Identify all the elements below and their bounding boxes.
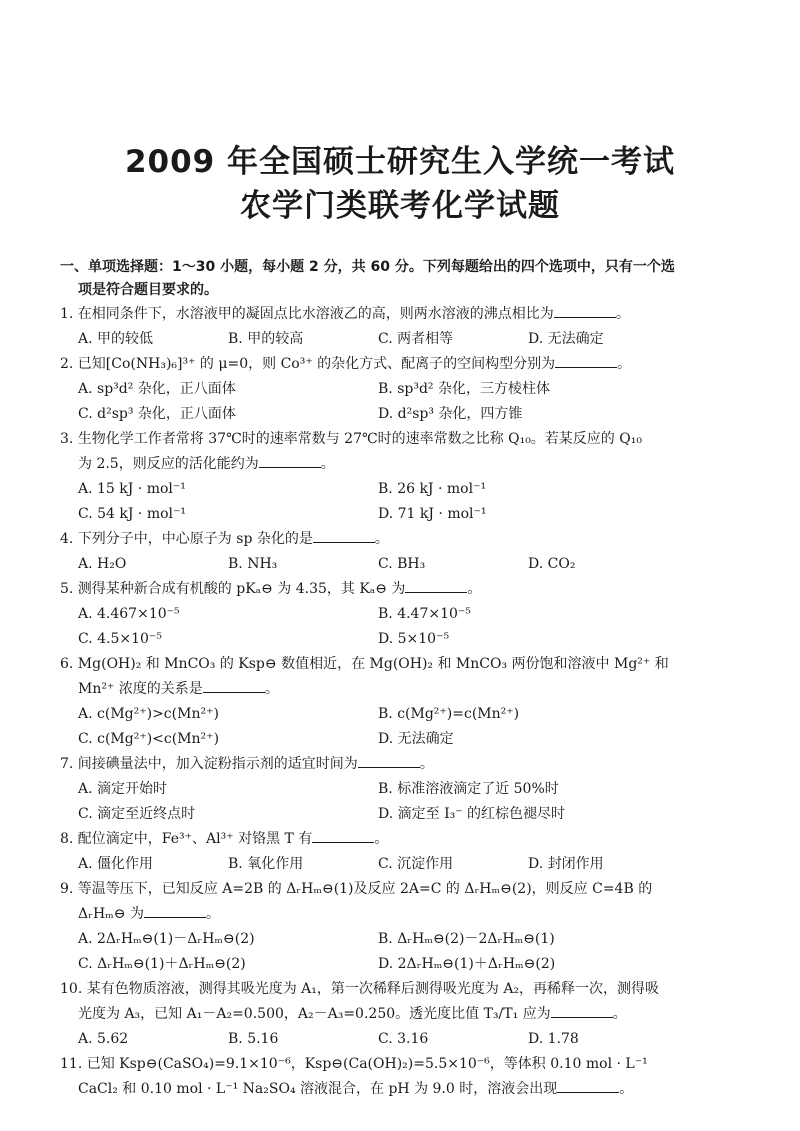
question-stem: 9. 等温等压下，已知反应 A=2B 的 ΔᵣHₘ⊖(1)及反应 2A=C 的 ΔᵣHₘ⊖(2)，则反应 C=4B 的 <box>60 881 653 897</box>
question-1 <box>60 302 740 352</box>
question-stem-text: 为 2.5，则反应的活化能约为 <box>78 456 259 472</box>
option-b: B. 氧化作用 <box>228 856 304 872</box>
section-heading-line-2: 项是符合题目要求的。 <box>78 282 218 298</box>
option-c: C. d²sp³ 杂化，正八面体 <box>78 406 236 422</box>
answer-blank <box>203 678 265 693</box>
question-stem-end: 。 <box>264 681 279 697</box>
option-list <box>60 852 740 877</box>
question-stem-text: 1. 在相同条件下，水溶液甲的凝固点比水溶液乙的高，则两水溶液的沸点相比为 <box>60 306 554 322</box>
question-stem-text: 7. 间接碘量法中，加入淀粉指示剂的适宜时间为 <box>60 756 358 772</box>
section-heading <box>60 256 740 302</box>
question-stem-end: 。 <box>374 531 389 547</box>
question-stem-text: Mn²⁺ 浓度的关系是 <box>78 681 203 697</box>
question-stem-text: 光度为 A₃，已知 A₁－A₂=0.500，A₂－A₃=0.250。透光度比值 T₃/T₁ 应为 <box>78 1006 551 1022</box>
option-c: C. 4.5×10⁻⁵ <box>78 631 162 647</box>
question-4 <box>60 527 740 577</box>
question-stem-text: 2. 已知[Co(NH₃)₆]³⁺ 的 μ=0，则 Co³⁺ 的杂化方式、配离子的空间构型分别为 <box>60 356 556 372</box>
option-d: D. 71 kJ · mol⁻¹ <box>378 506 487 522</box>
question-stem <box>60 302 740 327</box>
question-stem-end: 。 <box>374 831 389 847</box>
question-stem-end: 。 <box>615 306 630 322</box>
answer-blank <box>313 528 375 543</box>
question-stem-end: 。 <box>205 906 220 922</box>
question-stem: 3. 生物化学工作者常将 37℃时的速率常数与 27℃时的速率常数之比称 Q₁₀。若某反应的 Q₁₀ <box>60 431 642 447</box>
option-d: D. 滴定至 I₃⁻ 的红棕色褪尽时 <box>378 806 566 822</box>
option-b: B. ΔᵣHₘ⊖(2)－2ΔᵣHₘ⊖(1) <box>378 931 555 947</box>
option-b: B. 4.47×10⁻⁵ <box>378 606 471 622</box>
option-c: C. 3.16 <box>378 1031 429 1047</box>
question-stem: 11. 已知 Ksp⊖(CaSO₄)=9.1×10⁻⁶，Ksp⊖(Ca(OH)₂)=5.5×10⁻⁶，等体积 0.10 mol · L⁻¹ <box>60 1056 648 1072</box>
question-stem-end: 。 <box>612 1006 627 1022</box>
answer-blank <box>554 303 616 318</box>
question-stem-end: 。 <box>320 456 335 472</box>
option-c: C. ΔᵣHₘ⊖(1)＋ΔᵣHₘ⊖(2) <box>78 956 246 972</box>
option-list <box>60 552 740 577</box>
option-d: D. CO₂ <box>528 556 576 572</box>
question-stem-continued <box>60 677 740 702</box>
title-line-1: 2009 年全国硕士研究生入学统一考试 <box>124 144 676 180</box>
question-8 <box>60 827 740 877</box>
question-stem-text: ΔᵣHₘ⊖ 为 <box>78 906 144 922</box>
question-stem <box>60 577 740 602</box>
option-list <box>60 927 740 977</box>
question-stem: 10. 某有色物质溶液，测得其吸光度为 A₁，第一次稀释后测得吸光度为 A₂，再稀释一次，测得吸 <box>60 981 660 997</box>
option-d: D. 2ΔᵣHₘ⊖(1)＋ΔᵣHₘ⊖(2) <box>378 956 556 972</box>
title-line-2: 农学门类联考化学试题 <box>240 188 560 224</box>
option-list <box>60 477 740 527</box>
option-b: B. NH₃ <box>228 556 278 572</box>
question-3 <box>60 427 740 527</box>
question-stem <box>60 827 740 852</box>
option-a: A. 2ΔᵣHₘ⊖(1)－ΔᵣHₘ⊖(2) <box>78 931 255 947</box>
question-5 <box>60 577 740 652</box>
answer-blank <box>144 903 206 918</box>
option-b: B. sp³d² 杂化，三方棱柱体 <box>378 381 550 397</box>
option-a: A. H₂O <box>78 556 127 572</box>
option-a: A. 甲的较低 <box>78 331 154 347</box>
option-d: D. 无法确定 <box>528 331 604 347</box>
option-a: A. 滴定开始时 <box>78 781 168 797</box>
question-11 <box>60 1052 740 1102</box>
answer-blank <box>312 828 374 843</box>
option-a: A. 僵化作用 <box>78 856 154 872</box>
option-list <box>60 1027 740 1052</box>
question-stem-text: 4. 下列分子中，中心原子为 sp 杂化的是 <box>60 531 313 547</box>
option-d: D. 5×10⁻⁵ <box>378 631 450 647</box>
option-a: A. 5.62 <box>78 1031 129 1047</box>
question-stem-continued <box>60 1077 740 1102</box>
option-list <box>60 702 740 752</box>
question-stem <box>60 752 740 777</box>
option-c: C. 沉淀作用 <box>378 856 454 872</box>
question-stem-continued <box>60 1002 740 1027</box>
question-9 <box>60 877 740 977</box>
option-d: D. 1.78 <box>528 1031 579 1047</box>
option-b: B. 5.16 <box>228 1031 279 1047</box>
question-stem-text: 5. 测得某种新合成有机酸的 pKₐ⊖ 为 4.35，其 Kₐ⊖ 为 <box>60 581 406 597</box>
question-10 <box>60 977 740 1052</box>
option-b: B. 标准溶液滴定了近 50%时 <box>378 781 559 797</box>
question-stem-end: 。 <box>467 581 482 597</box>
question-stem: 6. Mg(OH)₂ 和 MnCO₃ 的 Ksp⊖ 数值相近，在 Mg(OH)₂ 和 MnCO₃ 两份饱和溶液中 Mg²⁺ 和 <box>60 656 669 672</box>
option-list <box>60 602 740 652</box>
question-stem <box>60 352 740 377</box>
option-list <box>60 377 740 427</box>
option-c: C. 滴定至近终点时 <box>78 806 196 822</box>
option-c: C. 两者相等 <box>378 331 454 347</box>
option-d: D. 封闭作用 <box>528 856 604 872</box>
question-7 <box>60 752 740 827</box>
option-b: B. 26 kJ · mol⁻¹ <box>378 481 487 497</box>
option-a: A. sp³d² 杂化，正八面体 <box>78 381 236 397</box>
question-stem-continued <box>60 902 740 927</box>
question-stem-end: 。 <box>617 356 632 372</box>
option-d: D. 无法确定 <box>378 731 454 747</box>
option-a: A. c(Mg²⁺)>c(Mn²⁺) <box>78 706 219 722</box>
option-c: C. c(Mg²⁺)<c(Mn²⁺) <box>78 731 220 747</box>
question-stem-end: 。 <box>619 1081 634 1097</box>
question-stem-continued <box>60 452 740 477</box>
question-stem-text: CaCl₂ 和 0.10 mol · L⁻¹ Na₂SO₄ 溶液混合，在 pH 为 9.0 时，溶液会出现 <box>78 1081 558 1097</box>
answer-blank <box>555 353 617 368</box>
option-c: C. BH₃ <box>378 556 426 572</box>
option-b: B. c(Mg²⁺)=c(Mn²⁺) <box>378 706 520 722</box>
question-6 <box>60 652 740 752</box>
answer-blank <box>259 453 321 468</box>
answer-blank <box>358 753 420 768</box>
exam-title <box>0 0 800 228</box>
option-list <box>60 327 740 352</box>
option-b: B. 甲的较高 <box>228 331 304 347</box>
question-stem-end: 。 <box>419 756 434 772</box>
option-c: C. 54 kJ · mol⁻¹ <box>78 506 187 522</box>
question-stem-text: 8. 配位滴定中，Fe³⁺、Al³⁺ 对铬黑 T 有 <box>60 831 313 847</box>
answer-blank <box>405 578 467 593</box>
answer-blank <box>557 1078 619 1093</box>
section-heading-line-1: 一、单项选择题：1～30 小题，每小题 2 分，共 60 分。下列每题给出的四个选项中，只有一个选 <box>60 259 675 275</box>
option-a: A. 4.467×10⁻⁵ <box>78 606 180 622</box>
question-2 <box>60 352 740 427</box>
option-d: D. d²sp³ 杂化，四方锥 <box>378 406 523 422</box>
option-list <box>60 777 740 827</box>
question-list <box>60 302 800 1102</box>
answer-blank <box>551 1003 613 1018</box>
question-stem <box>60 527 740 552</box>
option-a: A. 15 kJ · mol⁻¹ <box>78 481 186 497</box>
